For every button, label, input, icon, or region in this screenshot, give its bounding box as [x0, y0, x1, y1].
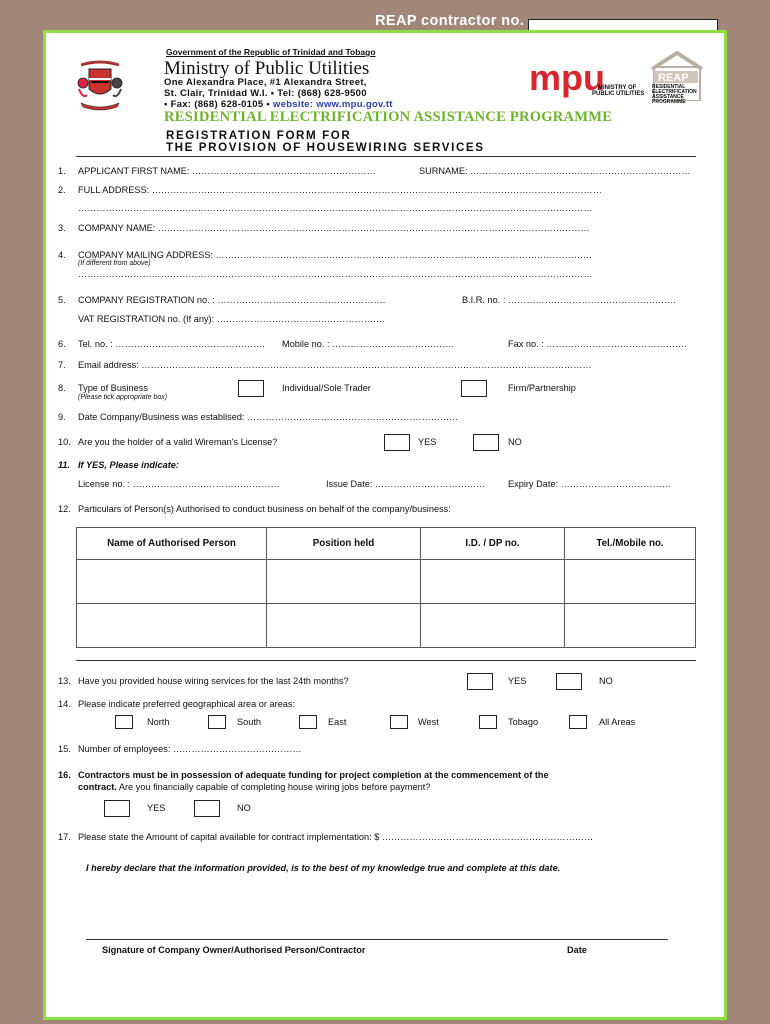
- firm-checkbox[interactable]: [461, 380, 487, 397]
- q14-number: 14.: [58, 699, 71, 709]
- south-label: South: [237, 717, 262, 727]
- table-header-row: [77, 528, 696, 560]
- table-cell[interactable]: [565, 604, 696, 648]
- reap-sub-2: ELECTRIFICATION: [652, 89, 697, 95]
- east-label: East: [328, 717, 347, 727]
- address-line-2: St. Clair, Trinidad W.I. • Tel: (868) 628-9500: [164, 88, 367, 99]
- funding-yes-label: YES: [147, 803, 166, 813]
- table-cell[interactable]: [565, 560, 696, 604]
- wiring-no-label: NO: [599, 676, 613, 686]
- form-title-1: REGISTRATION FORM FOR: [166, 129, 352, 142]
- website-link[interactable]: website: www.mpu.gov.tt: [272, 99, 393, 110]
- expiry-date-field[interactable]: Expiry Date: ………………………………: [508, 479, 671, 489]
- mpu-sub-2: PUBLIC UTILITIES: [592, 91, 645, 97]
- wireman-license-question: Are you the holder of a valid Wireman's License?: [78, 437, 278, 447]
- date-label: Date: [567, 945, 587, 955]
- q11-number: 11.: [58, 460, 71, 470]
- coat-of-arms-icon: [77, 59, 123, 111]
- wiring-yes-label: YES: [508, 676, 527, 686]
- email-field[interactable]: Email address: …………………………………………………………………………………………………………………………………: [78, 360, 592, 370]
- contract-word: contract.: [78, 782, 117, 792]
- reap-logo-text: REAP: [658, 72, 689, 84]
- programme-title: RESIDENTIAL ELECTRIFICATION ASSISTANCE PROGRAMME: [164, 109, 613, 125]
- wireman-no-checkbox[interactable]: [473, 434, 499, 451]
- firm-label: Firm/Partnership: [508, 383, 576, 393]
- form-title-2: THE PROVISION OF HOUSEWIRING SERVICES: [166, 141, 485, 154]
- mailing-address-cont-field[interactable]: ……………………………………………………………………………………………………………………………………………………: [78, 269, 593, 279]
- q5-number: 5.: [58, 295, 66, 305]
- table-cell[interactable]: [267, 604, 421, 648]
- individual-checkbox[interactable]: [238, 380, 264, 397]
- table-row: [77, 604, 696, 648]
- q13-number: 13.: [58, 676, 71, 686]
- q7-number: 7.: [58, 360, 66, 370]
- business-type-label: Type of Business: [78, 383, 148, 393]
- capital-amount-field[interactable]: Please state the Amount of capital available for contract implementation: $ ……………………………………………………………: [78, 832, 594, 842]
- company-name-field[interactable]: COMPANY NAME: ……………………………………………………………………………………………………………………………: [78, 223, 590, 233]
- government-heading: Government of the Republic of Trinidad and Tobago: [166, 47, 376, 57]
- mailing-note: (If different from above): [78, 260, 151, 267]
- q15-number: 15.: [58, 744, 71, 754]
- fax-text: • Fax: (868) 628-0105 •: [164, 99, 273, 110]
- reap-sub-3: ASSISTANCE: [652, 94, 684, 100]
- full-address-cont-field[interactable]: ……………………………………………………………………………………………………………………………………………………: [78, 203, 593, 213]
- signature-label: Signature of Company Owner/Authorised Person/Contractor: [102, 945, 366, 955]
- table-cell[interactable]: [77, 560, 267, 604]
- north-checkbox[interactable]: [115, 715, 133, 729]
- license-no-field[interactable]: License no. : …………………………………………: [78, 479, 280, 489]
- vat-registration-field[interactable]: VAT REGISTRATION no. (If any): ……………………………………………….: [78, 314, 385, 324]
- full-address-field[interactable]: FULL ADDRESS: …………………………………………………………………………………………………………………………………: [78, 185, 602, 195]
- funding-yes-checkbox[interactable]: [104, 800, 130, 817]
- table-cell[interactable]: [77, 604, 267, 648]
- surname-field[interactable]: SURNAME: ………………………………………………………………: [419, 166, 691, 176]
- col-header-id: I.D. / DP no.: [421, 528, 565, 560]
- wireman-yes-label: YES: [418, 437, 437, 447]
- signature-line[interactable]: [86, 939, 668, 940]
- capability-question: [78, 782, 430, 792]
- wireman-no-label: NO: [508, 437, 522, 447]
- col-header-name: Name of Authorised Person: [77, 528, 267, 560]
- south-checkbox[interactable]: [208, 715, 226, 729]
- mailing-address-field[interactable]: COMPANY MAILING ADDRESS: ……………………………………………………………………………………………………………: [78, 250, 593, 260]
- date-established-field[interactable]: Date Company/Business was establised: ……………………………………………………………: [78, 412, 459, 422]
- funding-no-checkbox[interactable]: [194, 800, 220, 817]
- wiring-yes-checkbox[interactable]: [467, 673, 493, 690]
- if-yes-heading: If YES, Please indicate:: [78, 460, 179, 470]
- north-label: North: [147, 717, 170, 727]
- funding-no-label: NO: [237, 803, 251, 813]
- bir-field[interactable]: B.I.R. no. : ……………………………………………….: [462, 295, 676, 305]
- q8-number: 8.: [58, 383, 66, 393]
- q10-number: 10.: [58, 437, 71, 447]
- q9-number: 9.: [58, 412, 66, 422]
- tobago-label: Tobago: [508, 717, 539, 727]
- funding-statement: Contractors must be in possession of adequate funding for project completion at the commencement of the: [78, 770, 549, 780]
- tel-field[interactable]: Tel. no. : ………………………………………….: [78, 339, 265, 349]
- col-header-position: Position held: [267, 528, 421, 560]
- form-page: [43, 30, 727, 1020]
- individual-label: Individual/Sole Trader: [282, 383, 371, 393]
- q6-number: 6.: [58, 339, 66, 349]
- mobile-field[interactable]: Mobile no. : ………………………………….: [282, 339, 455, 349]
- ministry-name: Ministry of Public Utilities: [164, 58, 370, 79]
- mpu-sub-1: MINISTRY OF: [598, 85, 637, 91]
- capability-text: Are you financially capable of completing house wiring jobs before payment?: [116, 782, 431, 792]
- col-header-tel: Tel./Mobile no.: [565, 528, 696, 560]
- q2-number: 2.: [58, 185, 66, 195]
- q3-number: 3.: [58, 223, 66, 233]
- wireman-yes-checkbox[interactable]: [384, 434, 410, 451]
- house-wiring-question: Have you provided house wiring services for the last 24th months?: [78, 676, 349, 686]
- table-cell[interactable]: [267, 560, 421, 604]
- q16-number: 16.: [58, 770, 71, 780]
- all-areas-checkbox[interactable]: [569, 715, 587, 729]
- table-cell[interactable]: [421, 560, 565, 604]
- reap-contractor-label: REAP contractor no.: [375, 13, 525, 29]
- q17-number: 17.: [58, 832, 71, 842]
- address-line-1: One Alexandra Place, #1 Alexandra Street,: [164, 77, 367, 88]
- reap-sub-1: RESIDENTIAL: [652, 84, 686, 90]
- tobago-checkbox[interactable]: [479, 715, 497, 729]
- title-rule: [76, 156, 696, 157]
- fax-field[interactable]: Fax no. : ……………………………………….: [508, 339, 687, 349]
- reap-sub-4: PROGRAMME: [652, 99, 686, 105]
- west-label: West: [418, 717, 439, 727]
- mpu-logo-text: mpu: [529, 60, 605, 98]
- particulars-heading: Particulars of Person(s) Authorised to conduct business on behalf of the company/business:: [78, 504, 451, 514]
- east-checkbox[interactable]: [299, 715, 317, 729]
- declaration-text: I hereby declare that the information provided, is to the best of my knowledge true and complete at this date.: [86, 863, 561, 873]
- q12-number: 12.: [58, 504, 71, 514]
- table-row: [77, 560, 696, 604]
- first-name-field[interactable]: APPLICANT FIRST NAME: ……………………………………………………: [78, 166, 376, 176]
- company-registration-field[interactable]: COMPANY REGISTRATION no. : ……………………………………………….: [78, 295, 386, 305]
- table-bottom-rule: [76, 660, 696, 661]
- authorised-persons-table: [76, 527, 696, 648]
- wiring-no-checkbox[interactable]: [556, 673, 582, 690]
- issue-date-field[interactable]: Issue Date: ………………………………: [326, 479, 486, 489]
- q1-number: 1.: [58, 166, 66, 176]
- all-areas-label: All Areas: [599, 717, 636, 727]
- business-type-note: (Please tick appropriate box): [78, 394, 168, 401]
- areas-question: Please indicate preferred geographical area or areas:: [78, 699, 296, 709]
- table-cell[interactable]: [421, 604, 565, 648]
- q4-number: 4.: [58, 250, 66, 260]
- employees-field[interactable]: Number of employees: ……………………………………: [78, 744, 302, 754]
- west-checkbox[interactable]: [390, 715, 408, 729]
